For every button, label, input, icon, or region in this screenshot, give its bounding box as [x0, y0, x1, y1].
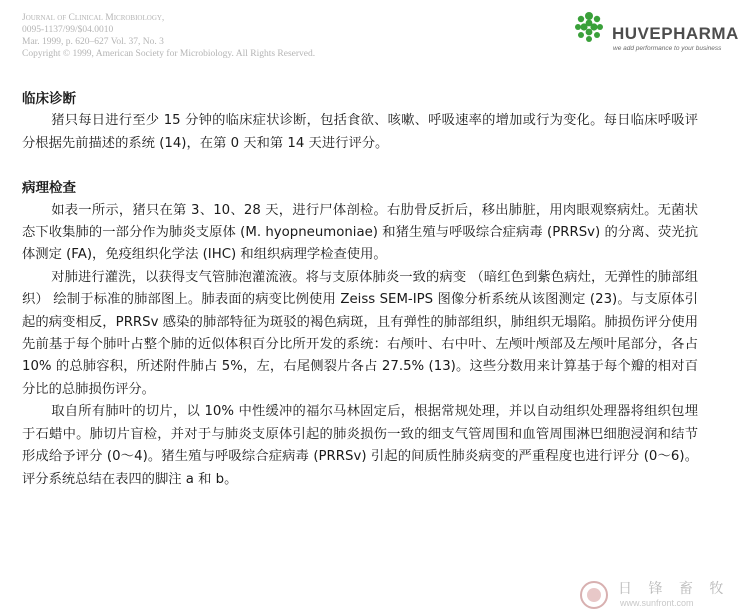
- paragraph-necropsy: 如表一所示，猪只在第 3、10、28 天，进行尸体剖检。右肋骨反折后，移出肺脏，用肉眼观察病灶。无菌状态下收集肺的一部分作为肺炎支原体 (M. hyopneumoniae) 和猪生殖与呼吸综合症病毒 (PRRSv) 的分离、荧光抗体测定 (FA)，免疫组织化学法 (IHC) 和组织病理学检查使用。: [22, 202, 698, 263]
- section-heading-pathology: 病理检查: [22, 180, 76, 197]
- sunfront-seal-icon: [578, 580, 610, 610]
- huvepharma-logo: [566, 4, 739, 58]
- section-gap: [22, 155, 698, 177]
- journal-issn: 0095-1137/99/$04.0010: [22, 25, 114, 35]
- section-heading-clinical: 临床诊断: [22, 91, 76, 107]
- journal-copyright: Copyright © 1999, American Society for Microbiology. All Rights Reserved.: [22, 49, 316, 59]
- watermark-chinese: 日 锋 畜 牧: [618, 581, 730, 597]
- journal-issue: Mar. 1999, p. 620–627 Vol. 37, No. 3: [22, 37, 164, 47]
- logo-name: HUVEPHARMA: [612, 24, 739, 43]
- journal-header: [22, 12, 442, 60]
- huvepharma-leaf-logo-icon: [572, 10, 606, 44]
- watermark-url: www.sunfront.com: [620, 598, 694, 608]
- logo-tagline: we add performance to your business: [613, 45, 722, 52]
- paragraph-histopathology: 取自所有肺叶的切片，以 10% 中性缓冲的福尔马林固定后，根据常规处理，并以自动组织处理器将组织包埋于石蜡中。肺切片盲检，并对于与肺炎支原体引起的肺炎损伤一致的细支气管周围和血管周围淋巴细胞浸润和结节形成给予评分 (0～4)。猪生殖与呼吸综合症病毒 (PRRSv) 引起的间质性肺炎病变的严重程度也进行评分 (0～6)。评分系统总结在表四的脚注 a 和 b。: [22, 404, 698, 487]
- sunfront-watermark: [578, 578, 730, 612]
- document-body: [22, 88, 698, 491]
- journal-title: Journal of Clinical Microbiology,: [22, 13, 165, 23]
- paragraph-lesion-scoring: 对肺进行灌洗，以获得支气管肺泡灌流液。将与支原体肺炎一致的病变 （暗红色到紫色病灶，无弹性的肺部组织） 绘制于标准的肺部图上。肺表面的病变比例使用 Zeiss SEM-IPS 图像分析系统从该图测定 (23)。与支原体引起的病变相反，PRRSv 感染的肺部特征为斑驳的褐色病斑，且有弹性的肺部组织，肺组织无塌陷。肺损伤评分使用先前基于每个肺叶占整个肺的近似体积百分比所开发的系统：右颅叶、右中叶、左颅叶颅部及左颅叶尾部分，各占 10% 的总肺容积，所述附件肺占 5%，左，右尾侧裂片各占 27.5% (13)。这些分数用来计算基于每个瓣的相对百分比的总肺损伤评分。: [22, 269, 698, 397]
- paragraph-clinical: 猪只每日进行至少 15 分钟的临床症状诊断，包括食欲、咳嗽、呼吸速率的增加或行为变化。每日临床呼吸评分根据先前描述的系统 (14)，在第 0 天和第 14 天进行评分。: [22, 113, 698, 151]
